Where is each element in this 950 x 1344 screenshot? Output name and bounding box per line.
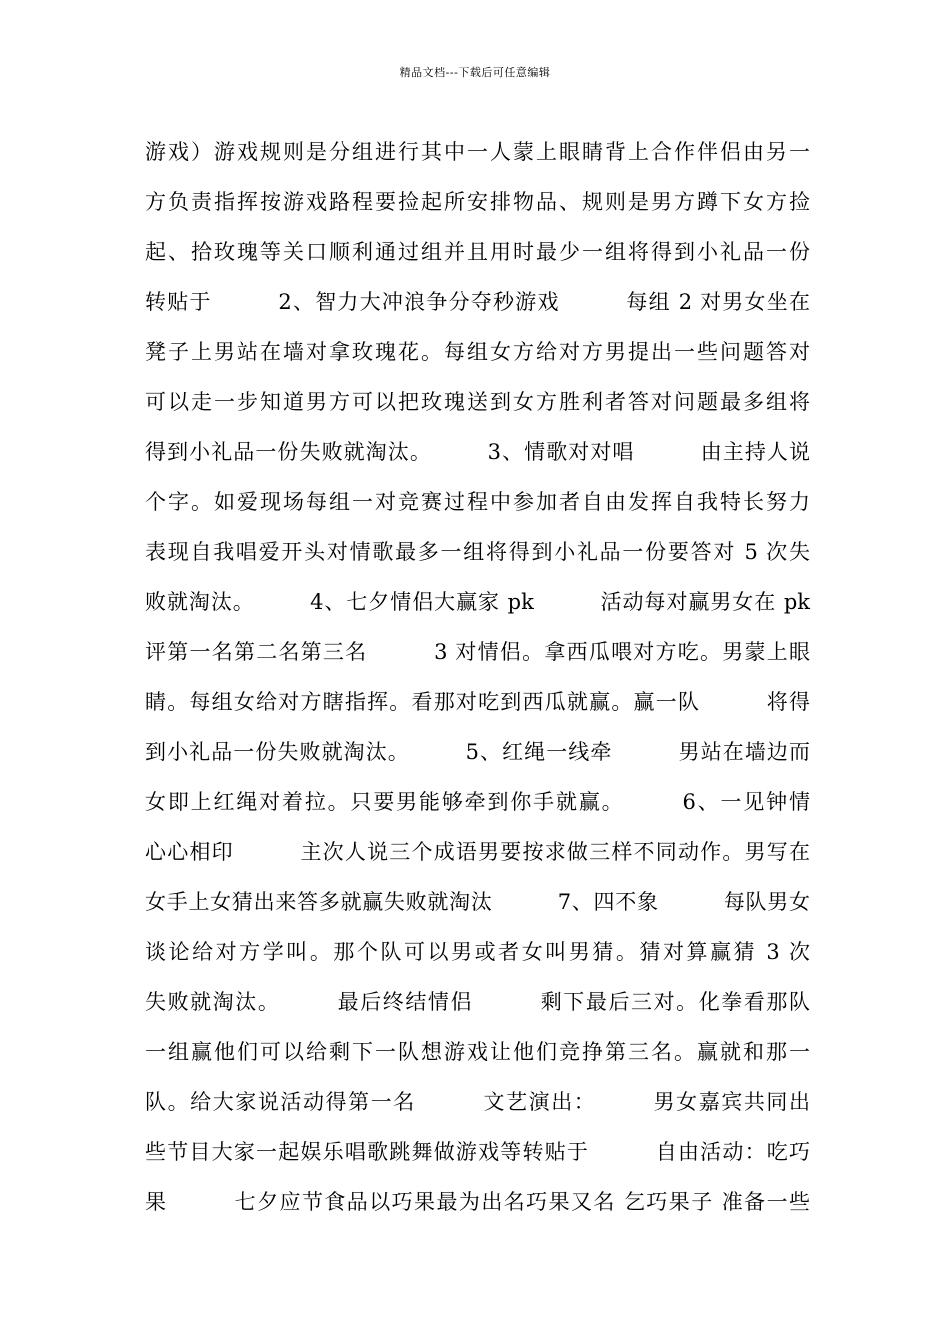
text-line: 一组赢他们可以给剩下一队想游戏让他们竞挣第三名。赢就和那一 [145, 1040, 810, 1064]
text-line: 方负责指挥按游戏路程要捡起所安排物品、规则是男方蹲下女方捡 [145, 190, 810, 214]
text-line: 表现自我唱爱开头对情歌最多一组将得到小礼品一份要答对 5 次失 [145, 540, 810, 564]
text-line: 果 七夕应节食品以巧果最为出名巧果又名 乞巧果子 准备一些 [145, 1190, 810, 1214]
text-line: 评第一名第二名第三名 3 对情侣。拿西瓜喂对方吃。男蒙上眼 [145, 640, 810, 664]
text-line: 些节目大家一起娱乐唱歌跳舞做游戏等转贴于 自由活动：吃巧 [145, 1140, 810, 1164]
text-line: 失败就淘汰。 最后终结情侣 剩下最后三对。化拳看那队 [145, 990, 810, 1014]
text-line: 谈论给对方学叫。那个队可以男或者女叫男猜。猜对算赢猜 3 次 [145, 940, 810, 964]
text-line: 得到小礼品一份失败就淘汰。 3、情歌对对唱 由主持人说 [145, 440, 810, 464]
text-line: 心心相印 主次人说三个成语男要按求做三样不同动作。男写在 [145, 840, 810, 864]
text-line: 睛。每组女给对方瞎指挥。看那对吃到西瓜就赢。赢一队 将得 [145, 690, 810, 714]
body-text [145, 127, 810, 1227]
text-line: 凳子上男站在墙对拿玫瑰花。每组女方给对方男提出一些问题答对 [145, 340, 810, 364]
text-line: 游戏）游戏规则是分组进行其中一人蒙上眼睛背上合作伴侣由另一 [145, 140, 810, 164]
text-line: 起、拾玫瑰等关口顺利通过组并且用时最少一组将得到小礼品一份 [145, 240, 810, 264]
text-line: 败就淘汰。 4、七夕情侣大赢家 pk 活动每对赢男女在 pk [145, 590, 810, 614]
text-line: 转贴于 2、智力大冲浪争分夺秒游戏 每组 2 对男女坐在 [145, 290, 810, 314]
text-line: 可以走一步知道男方可以把玫瑰送到女方胜利者答对问题最多组将 [145, 390, 810, 414]
text-line: 女手上女猜出来答多就赢失败就淘汰 7、四不象 每队男女 [145, 890, 810, 914]
text-line: 到小礼品一份失败就淘汰。 5、红绳一线牵 男站在墙边而 [145, 740, 810, 764]
text-line: 队。给大家说活动得第一名 文艺演出： 男女嘉宾共同出 [145, 1090, 810, 1114]
text-line: 个字。如爱现场每组一对竞赛过程中参加者自由发挥自我特长努力 [145, 490, 810, 514]
page-header: 精品文档---下载后可任意编辑 [399, 66, 551, 79]
text-line: 女即上红绳对着拉。只要男能够牵到你手就赢。 6、一见钟情 [145, 790, 810, 814]
